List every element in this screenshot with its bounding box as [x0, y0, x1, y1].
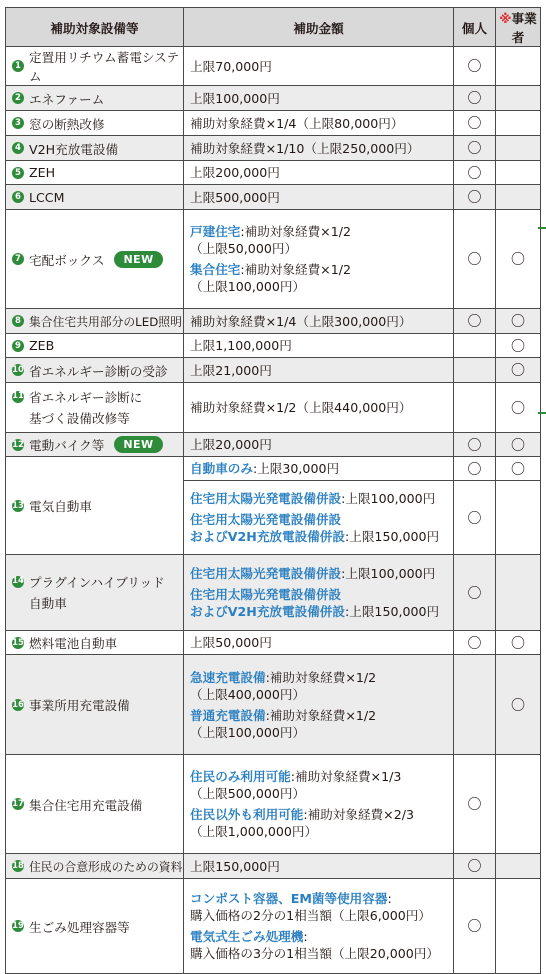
individual-mark: 〇 [454, 631, 496, 655]
business-mark [496, 555, 541, 631]
amount-cell: 住宅用太陽光発電設備併設:上限100,000円 住宅用太陽光発電設備併設 およびV2H充放電設備併設:上限150,000円 [184, 555, 454, 631]
individual-mark: 〇 [454, 879, 496, 974]
header-amount: 補助金額 [184, 8, 454, 47]
individual-mark: 〇 [454, 47, 496, 86]
item-name: LCCM [29, 189, 65, 205]
number-icon: 4 [12, 142, 24, 154]
table-row [6, 136, 541, 161]
item-name: 生ごみ処理容器等 [29, 919, 130, 935]
number-icon: 9 [12, 340, 24, 352]
amount-cell: 補助対象経費×1/2（上限440,000円） [184, 383, 454, 433]
individual-mark: 〇 [454, 161, 496, 185]
number-icon: 15 [12, 637, 24, 648]
amount-cell: 住民のみ利用可能:補助対象経費×1/3 （上限500,000円） 住民以外も利用可能:補助対象経費×2/3 （上限1,000,000円） [184, 755, 454, 854]
item-name-line1: プラグインハイブリッド [29, 574, 165, 590]
number-icon: 19 [12, 921, 24, 931]
individual-mark: 〇 [454, 555, 496, 631]
table-row [6, 47, 541, 86]
individual-mark: 〇 [454, 86, 496, 111]
table-row [6, 185, 541, 210]
business-mark [496, 185, 541, 210]
table-row [6, 457, 541, 481]
business-mark: 〇 [496, 358, 541, 383]
business-mark [496, 136, 541, 161]
item-name: 集合住宅共用部分のLED照明 [29, 314, 182, 329]
item-name: 電動バイク等 [29, 438, 105, 453]
item-name: 事業所用充電設備 [29, 698, 130, 713]
item-name: ZEB [29, 338, 55, 353]
amount-cell: 上限100,000円 [184, 86, 454, 111]
amount-cell: 補助対象経費×1/10（上限250,000円） [184, 136, 454, 161]
amount-cell: 住宅用太陽光発電設備併設:上限100,000円 住宅用太陽光発電設備併設 およびV2H充放電設備併設:上限150,000円 [184, 481, 454, 555]
item-name: 定置用リチウム蓄電システム [29, 50, 180, 84]
individual-mark [454, 358, 496, 383]
amount-cell: 急速充電設備:補助対象経費×1/2 （上限400,000円） 普通充電設備:補助対象経費×1/2 （上限100,000円） [184, 655, 454, 755]
number-icon: 3 [12, 117, 24, 129]
number-icon: 17 [12, 799, 24, 809]
item-name-line2: 基づく設備改修等 [29, 410, 130, 426]
number-icon: 11 [12, 391, 24, 401]
individual-mark: 〇 [454, 755, 496, 854]
table-row [6, 111, 541, 136]
business-mark [496, 47, 541, 86]
item-name: 集合住宅用充電設備 [29, 797, 143, 813]
new-badge: NEW [114, 251, 162, 268]
individual-mark [454, 655, 496, 755]
business-mark: 〇 [496, 309, 541, 334]
subsidy-table [5, 7, 541, 974]
number-icon: 6 [12, 191, 24, 203]
amount-cell: 戸建住宅:補助対象経費×1/2 （上限50,000円） 集合住宅:補助対象経費×1/2 （上限100,000円） [184, 210, 454, 309]
amount-cell: 上限70,000円 [184, 47, 454, 86]
amount-cell: 上限50,000円 [184, 631, 454, 655]
header-business [496, 8, 541, 47]
table-row [6, 555, 541, 631]
individual-mark: 〇 [454, 457, 496, 481]
number-icon: 12 [12, 439, 24, 450]
amount-cell: 補助対象経費×1/4（上限300,000円） [184, 309, 454, 334]
business-mark: 〇 [496, 383, 541, 433]
number-icon: 1 [12, 60, 24, 72]
number-icon: 5 [12, 167, 24, 179]
item-name: エネファーム [29, 91, 105, 107]
table-row [6, 655, 541, 755]
individual-mark: 〇 [454, 136, 496, 161]
individual-mark: 〇 [454, 111, 496, 136]
individual-mark: 〇 [454, 433, 496, 457]
individual-mark [454, 383, 496, 433]
business-mark [496, 111, 541, 136]
item-name: 窓の断熱改修 [29, 116, 105, 132]
business-mark [496, 879, 541, 974]
item-name: 省エネルギー診断の受診 [29, 363, 168, 379]
number-icon: 10 [12, 365, 24, 375]
table-row [6, 854, 541, 879]
individual-mark: 〇 [454, 210, 496, 309]
header-individual: 個人 [454, 8, 496, 47]
amount-cell: 上限200,000円 [184, 161, 454, 185]
table-row [6, 433, 541, 457]
business-mark [496, 854, 541, 879]
amount-cell: 補助対象経費×1/4（上限80,000円） [184, 111, 454, 136]
item-name: 宅配ボックス [29, 252, 105, 268]
individual-mark: 〇 [454, 309, 496, 334]
individual-mark: 〇 [454, 185, 496, 210]
number-icon: 18 [12, 861, 24, 871]
individual-mark: 〇 [454, 854, 496, 879]
business-mark [496, 86, 541, 111]
table-row [6, 755, 541, 854]
item-name: V2H充放電設備 [29, 141, 119, 157]
header-item: 補助対象設備等 [6, 8, 184, 47]
connector-line [538, 412, 546, 414]
item-name-line2: 自動車 [29, 595, 67, 611]
business-mark: 〇 [496, 631, 541, 655]
business-mark: 〇 [496, 457, 541, 481]
amount-cell: 自動車のみ:上限30,000円 [184, 457, 454, 481]
table-row [6, 383, 541, 433]
new-badge: NEW [114, 436, 162, 453]
business-mark: 〇 [496, 210, 541, 309]
item-name-line1: 省エネルギー診断に [29, 389, 143, 405]
number-icon: 2 [12, 92, 24, 104]
item-name: 住民の合意形成のための資料 [29, 859, 183, 874]
number-icon: 14 [12, 576, 24, 586]
header-business-label: 事業者 [511, 11, 537, 45]
table-row [6, 161, 541, 185]
individual-mark: 〇 [454, 481, 496, 555]
number-icon: 8 [12, 315, 24, 327]
amount-cell: 上限21,000円 [184, 358, 454, 383]
table-row [6, 210, 541, 309]
business-mark [496, 481, 541, 555]
item-name: 電気自動車 [29, 499, 92, 514]
table-row [6, 631, 541, 655]
amount-cell: 上限150,000円 [184, 854, 454, 879]
individual-mark [454, 334, 496, 358]
business-mark: 〇 [496, 433, 541, 457]
table-row [6, 309, 541, 334]
connector-line [538, 227, 546, 229]
amount-cell: 上限20,000円 [184, 433, 454, 457]
business-mark: 〇 [496, 334, 541, 358]
table-row [6, 358, 541, 383]
number-icon: 16 [12, 699, 24, 710]
table-row [6, 334, 541, 358]
amount-cell: 上限500,000円 [184, 185, 454, 210]
item-name: 燃料電池自動車 [29, 636, 118, 651]
business-mark: 〇 [496, 655, 541, 755]
number-icon: 7 [12, 253, 24, 265]
header-row [6, 8, 541, 47]
business-mark [496, 755, 541, 854]
amount-cell: 上限1,100,000円 [184, 334, 454, 358]
table-row [6, 86, 541, 111]
business-mark [496, 161, 541, 185]
asterisk-mark: ※ [499, 11, 512, 26]
number-icon: 13 [12, 500, 24, 511]
amount-cell: コンポスト容器、EM菌等使用容器: 購入価格の2分の1相当額（上限6,000円） 電気式生ごみ処理機: 購入価格の3分の1相当額（上限20,000円） [184, 879, 454, 974]
item-name: ZEH [29, 165, 56, 180]
table-row [6, 879, 541, 974]
